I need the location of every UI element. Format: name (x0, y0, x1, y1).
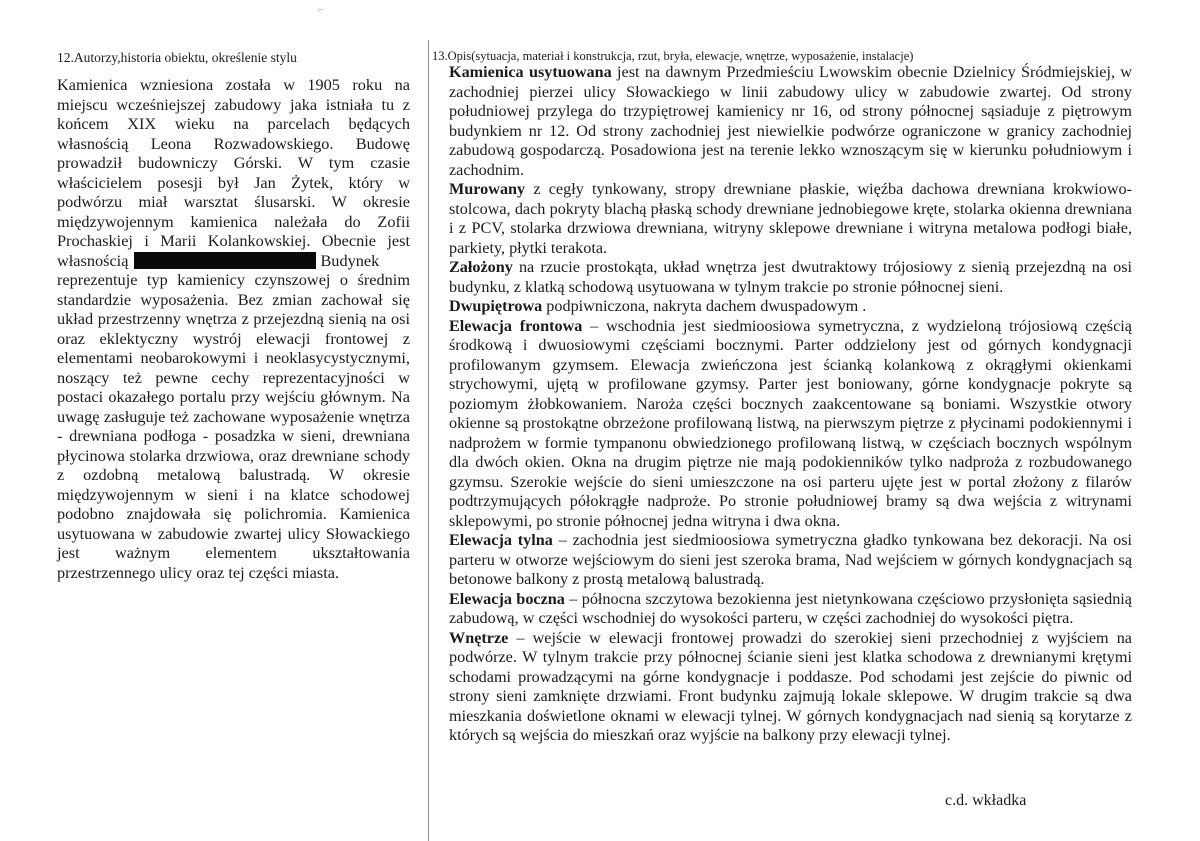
history-text-part1: Kamienica wzniesiona została w 1905 roku na miejscu wcześniejszej zabudowy jaka istniała tu z końcem XIX wieku na parcelach będących własnością Leona Rozwadowskiego. Budowę prowadził budowniczy Górski. W tym czasie właścicielem posesji był Jan Żytek, który w podwórzu miał warsztat ślusarski. W okresie międzywojennym kamienica należała do Zofii Prochaskiej i Marii Kolankowskiej. Obecnie jest własnością (57, 75, 410, 270)
section-12-body (57, 75, 410, 582)
section-13-heading: 13.Opis(sytuacja, materiał i konstrukcja, rzut, bryła, elewacje, wnętrze, wyposażenie, instalacje) (432, 49, 914, 63)
paragraph-text: jest na dawnym Przedmieściu Lwowskim obecnie Dzielnicy Śródmiejskiej, w zachodniej pierzei ulicy Słowackiego w linii zabudowy ulicy w zabudowie zwartej. Od strony południowej przylega do trzypiętrowej kamienicy nr 16, od strony północnej sąsiaduje z piętrowym budynkiem nr 12. Od strony zachodniej jest niewielkie podwórze ograniczone w granicy zachodniej zabudową gospodarczą. Posadowiona jest na terenie lekko wznoszącym się w kierunku południowym i zachodnim. (449, 63, 1132, 179)
paragraph-text: – północna szczytowa bezokienna jest nietynkowana częściowo przysłonięta sąsiednią zabudową, w części wschodniej do wysokości parteru, w części zachodniej do wysokości piętra. (449, 589, 1132, 627)
paragraph-text: – wschodnia jest siedmioosiowa symetryczna, z wydzieloną trójosiową częścią środkową i dwuosiowymi częściami bocznymi. Parter oddzielony jest od górnych kondygnacji profilowanym gzymsem. Elewacja zwieńczona jest ścianką kolankową z okrągłymi okienkami strychowymi, ujętą w profilowane gzymsy. Parter jest boniowany, górne kondygnacje pokryte są poziomym żłobkowaniem. Naroża części bocznych zaakcentowane są boniami. Wszystkie otwory okienne są prostokątne obrzeżone profilowaną listwą, na pierwszym piętrze z płycinami podokiennymi i nadprożem w formie tympanonu obwiedzionego profilowaną listwą, w częściach bocznych wspólnym dla dwóch okien. Okna na drugim piętrze nie mają podokienników tylko nadproża z rozbudowanego gzymsu. Szerokie wejście do sieni umieszczone na osi parteru ujęte jest w portal złożony z filarów podtrzymujących półokrągłe nadproże. Po stronie południowej bramy są dwa wejścia z witrynami sklepowymi, po stronie północnej jedna witryna i dwa okna. (449, 316, 1132, 530)
paragraph-lead: Murowany (449, 180, 526, 198)
paragraph-lead: Założony (449, 258, 513, 276)
description-paragraph (449, 63, 1132, 180)
paragraph-lead: Elewacja tylna (449, 531, 553, 549)
section-12-heading: 12.Autorzy,historia obiektu, określenie stylu (57, 50, 297, 65)
description-paragraph (449, 180, 1132, 258)
description-paragraph (449, 629, 1132, 746)
history-text-part2: Budynek reprezentuje typ kamienicy czynszowej o średnim standardzie wyposażenia. Bez zmian zachował się układ przestrzenny wnętrza z przejezdną sienią na osi oraz eklektyczny wystrój elewacji frontowej z elementami neobarokowymi i neoklasycystycznymi, noszący też pewne cechy reprezentacyjności w postaci okazałego portalu przy wejściu głównym. Na uwagę zasługuje też zachowane wyposażenie wnętrza - drewniana podłoga - posadzka w sieni, drewniana płycinowa stolarka drzwiowa, oraz drewniane schody z ozdobną metalową balustradą. W okresie międzywojennym w sieni i na klatce schodowej podobno znajdowała się polichromia. Kamienica usytuowana w zabudowie zwartej ulicy Słowackiego jest ważnym elementem ukształtowania przestrzennego ulicy oraz tej części miasta. (57, 250, 410, 582)
paragraph-text: na rzucie prostokąta, układ wnętrza jest dwutraktowy trójosiowy z sienią przejezdną na osi budynku, z klatką schodową usytuowana w tylnym trakcie po stronie północnej sieni. (449, 258, 1132, 296)
paragraph-text: – zachodnia jest siedmioosiowa symetryczna gładko tynkowana bez dekoracji. Na osi parteru w otworze wejściowym do sieni jest szeroka brama, Nad wejściem w górnych kondygnacjach są betonowe balkony z prostą metalową balustradą. (449, 531, 1132, 588)
column-divider (428, 40, 429, 841)
paragraph-lead: Elewacja frontowa (449, 316, 583, 335)
paragraph-text: podpiwniczona, nakryta dachem dwuspadowym . (542, 297, 867, 315)
description-paragraph (449, 297, 1132, 317)
description-paragraph (449, 258, 1132, 297)
description-paragraph (449, 590, 1132, 629)
description-paragraph (449, 531, 1132, 590)
paragraph-text: z cegły tynkowany, stropy drewniane płaskie, więźba dachowa drewniana krokwiowo-stolcowa, dach pokryty blachą płaską schody drewniane jednobiegowe kręte, stolarka okienna drewniana i z PCV, stolarka drzwiowa drewniana, witryny sklepowe drewniane i witryna metalowa podłogi białe, parkiety, płytki terakota. (449, 180, 1132, 257)
redaction-bar (134, 252, 316, 269)
paragraph-lead: Dwupiętrowa (449, 297, 543, 315)
history-paragraph (57, 75, 410, 582)
continuation-note: c.d. wkładka (945, 792, 1027, 809)
paragraph-lead: Elewacja boczna (449, 589, 565, 608)
section-13-body (449, 63, 1132, 746)
scan-speck: ⌐ (318, 5, 324, 16)
paragraph-lead: Wnętrze (449, 628, 509, 647)
paragraph-lead: Kamienica usytuowana (449, 63, 612, 81)
paragraph-text: – wejście w elewacji frontowej prowadzi do szerokiej sieni przechodniej z wyjściem na podwórze. W tylnym trakcie przy północnej ścianie sieni jest klatka schodowa z drewnianymi krętymi schodami prowadzącymi na górne kondygnacje i poddasze. Pod schodami jest zejście do piwnic od strony sieni zamknięte drzwiami. Front budynku zajmują lokale sklepowe. W drugim trakcie są dwa mieszkania doświetlone oknami w elewacji tylnej. W górnych kondygnacjach nad sienią są korytarze z których są wejścia do mieszkań oraz wyjście na balkony przy elewacji tylnej. (449, 628, 1132, 744)
description-paragraph (449, 317, 1132, 532)
